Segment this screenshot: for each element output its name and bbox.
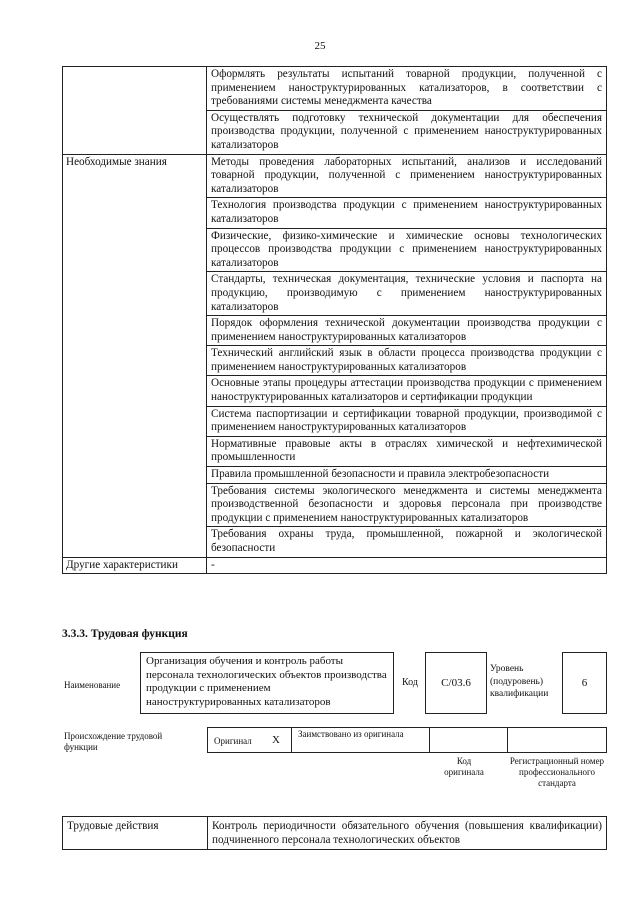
requirements-table (62, 66, 607, 574)
table-row (63, 817, 607, 850)
table-cell: Физические, физико-химические и химические основы технологических процессов производства продукции с применением наноструктурированных катализаторов (207, 228, 607, 272)
table-cell: Порядок оформления технической документации производства продукции с применением наноструктурированных катализаторов (207, 316, 607, 346)
function-name-box: Организация обучения и контроль работы персонала технологических объектов производства продукции с применением наноструктурированных катализаторов (140, 652, 394, 714)
actions-table (62, 816, 607, 850)
origin-code-cell (430, 728, 508, 752)
page-number: 25 (314, 40, 326, 52)
table-cell: Требования охраны труда, промышленной, пожарной и экологической безопасности (207, 527, 607, 557)
table-cell: Методы проведения лабораторных испытаний, анализов и исследований товарной продукции, полученной с применением наноструктурированных катализаторов (207, 154, 607, 198)
table-cell: Стандарты, техническая документация, технические условия и паспорта на продукцию, производимую с применением наноструктурированных катализаторов (207, 272, 607, 316)
level-label: Уровень (подуровень) квалификации (490, 664, 549, 699)
code-label: Код (402, 677, 418, 688)
original-label: Оригинал (214, 736, 252, 746)
origin-row (207, 727, 607, 753)
section-title: 3.3.3. Трудовая функция (62, 628, 188, 640)
original-cell (208, 728, 292, 752)
table-cell: Осуществлять подготовку технической документации для обеспечения производства продукции, полученной с применением наноструктурированных катализаторов (207, 110, 607, 154)
table-row (63, 154, 607, 198)
row-label-knowledge: Необходимые знания (63, 154, 207, 557)
code-value-box: С/03.6 (425, 652, 487, 714)
row-label-other: Другие характеристики (63, 557, 207, 574)
table-cell: Технология производства продукции с применением наноструктурированных катализаторов (207, 198, 607, 228)
table-cell: Оформлять результаты испытаний товарной продукции, полученной с применением наноструктурированных катализаторов, в соответствии с требованиями системы менеджмента качества (207, 67, 607, 111)
table-cell: Основные этапы процедуры аттестации производства продукции с применением наноструктурированных катализаторов и сертификации продукции (207, 376, 607, 406)
actions-label: Трудовые действия (63, 817, 208, 850)
table-cell: Требования системы экологического менеджмента и системы менеджмента производственной безопасности и здоровья персонала при производстве продукции с применением наноструктурированных катализаторов (207, 483, 607, 527)
origin-code-label: Код оригинала (444, 756, 484, 777)
actions-text: Контроль периодичности обязательного обучения (повышения квалификации) подчиненного персонала технологических объектов (208, 817, 607, 850)
name-label: Наименование (64, 680, 121, 690)
origin-label: Происхождение трудовой функции (64, 731, 163, 752)
borrowed-label: Заимствовано из оригинала (298, 729, 404, 739)
table-cell: Правила промышленной безопасности и правила электробезопасности (207, 467, 607, 484)
reg-number-label: Регистрационный номер профессионального стандарта (509, 756, 605, 788)
table-cell: Технический английский язык в области процесса производства продукции с применением наноструктурированных катализаторов (207, 346, 607, 376)
row-label (63, 67, 207, 155)
table-row (63, 67, 607, 111)
borrowed-cell (292, 728, 430, 752)
table-cell: Нормативные правовые акты в отраслях химической и нефтехимической промышленности (207, 436, 607, 466)
original-mark: X (272, 734, 280, 746)
table-row (63, 557, 607, 574)
table-cell: Система паспортизации и сертификации товарной продукции, производимой с применением наноструктурированных катализаторов (207, 406, 607, 436)
level-value-box: 6 (562, 652, 607, 714)
reg-number-cell (508, 728, 606, 752)
table-cell: - (207, 557, 607, 574)
